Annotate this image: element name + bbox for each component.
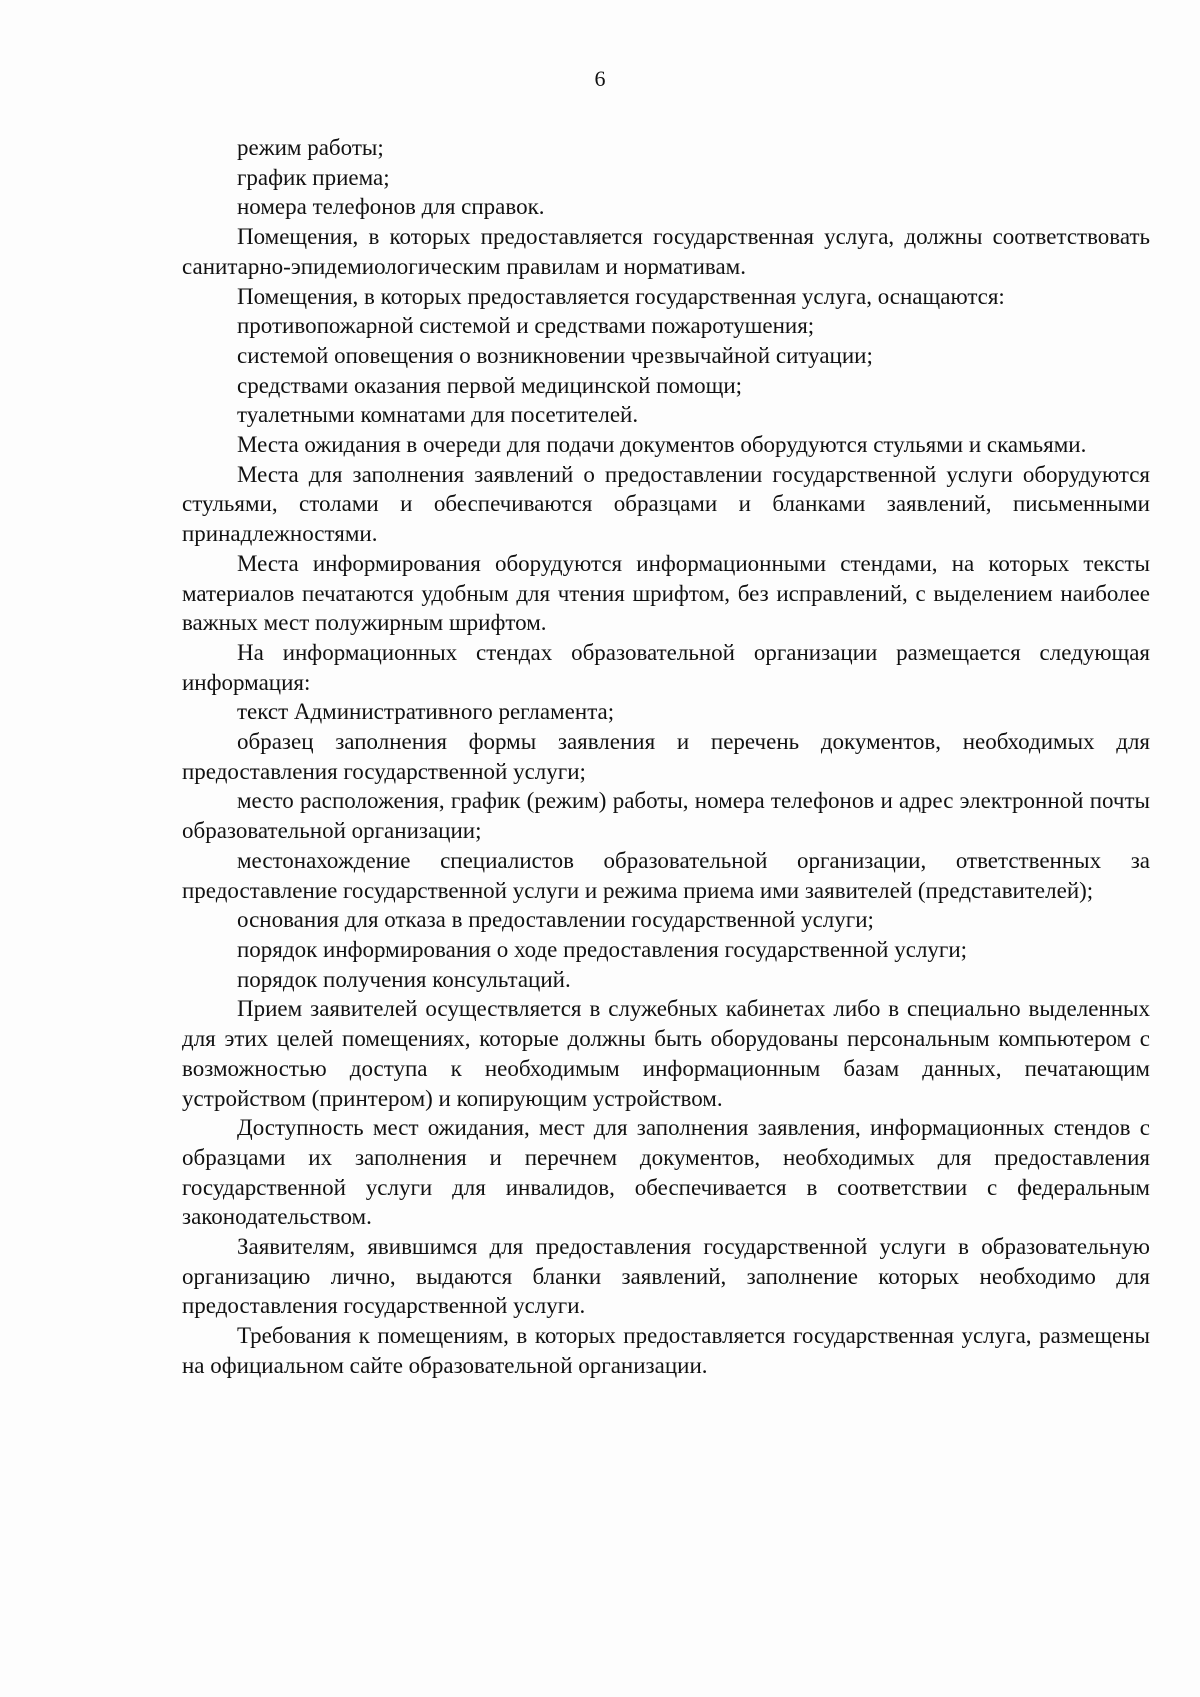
- paragraph: образец заполнения формы заявления и перечень документов, необходимых для предоставления государственной услуги;: [182, 729, 1150, 784]
- list-item: порядок информирования о ходе предоставления государственной услуги;: [237, 936, 968, 962]
- list-item: туалетными комнатами для посетителей.: [237, 402, 639, 428]
- paragraph: Места информирования оборудуются информационными стендами, на которых тексты материалов печатаются удобным для чтения шрифтом, без исправлений, с выделением наиболее важных мест полужирным шрифтом.: [182, 550, 1150, 636]
- list-item: режим работы;: [237, 135, 384, 160]
- list-item: порядок получения консультаций.: [237, 966, 571, 992]
- list-item: системой оповещения о возникновении чрезвычайной ситуации;: [237, 342, 873, 368]
- list-item: Помещения, в которых предоставляется государственная услуга, оснащаются:: [237, 283, 1005, 309]
- paragraph: Требования к помещениям, в которых предоставляется государственная услуга, размещены на официальном сайте образовательной организации.: [182, 1323, 1150, 1378]
- list-item: график приема;: [237, 164, 390, 190]
- paragraph: Доступность мест ожидания, мест для заполнения заявления, информационных стендов с образцами их заполнения и перечнем документов, необходимых для предоставления государственной услуги для инвалидов, обеспечивается в соответствии с федеральным законодательством.: [182, 1115, 1150, 1230]
- list-item: основания для отказа в предоставлении государственной услуги;: [237, 907, 874, 933]
- paragraph: место расположения, график (режим) работы, номера телефонов и адрес электронной почты образовательной организации;: [182, 788, 1150, 844]
- page-number: 6: [594, 66, 606, 91]
- paragraph: На информационных стендах образовательной организации размещается следующая информация:: [182, 639, 1150, 695]
- paragraph: Заявителям, явившимся для предоставления государственной услуги в образовательную организацию лично, выдаются бланки заявлений, заполнение которых необходимо для предоставления государственной услуги.: [182, 1234, 1150, 1319]
- paragraph: Места для заполнения заявлений о предоставлении государственной услуги оборудуются стульями, столами и обеспечиваются образцами и бланками заявлений, письменными принадлежностями.: [182, 461, 1150, 547]
- paragraph: Прием заявителей осуществляется в служебных кабинетах либо в специально выделенных для этих целей помещениях, которые должны быть оборудованы персональным компьютером с возможностью доступа к необходимым информационным базам данных, печатающим устройством (принтером) и копирующим устройством.: [182, 996, 1150, 1111]
- document-body: [182, 133, 1150, 1381]
- list-item: противопожарной системой и средствами пожаротушения;: [237, 313, 815, 339]
- paragraph: Места ожидания в очереди для подачи документов оборудуются стульями и скамьями.: [237, 432, 1087, 458]
- list-item: текст Административного регламента;: [237, 699, 615, 725]
- list-item: номера телефонов для справок.: [237, 194, 545, 220]
- list-item: средствами оказания первой медицинской помощи;: [237, 372, 743, 398]
- paragraph: местонахождение специалистов образовательной организации, ответственных за предоставление государственной услуги и режима приема ими заявителей (представителей);: [182, 847, 1150, 903]
- paragraph: Помещения, в которых предоставляется государственная услуга, должны соответствовать санитарно-эпидемиологическим правилам и нормативам.: [182, 224, 1150, 279]
